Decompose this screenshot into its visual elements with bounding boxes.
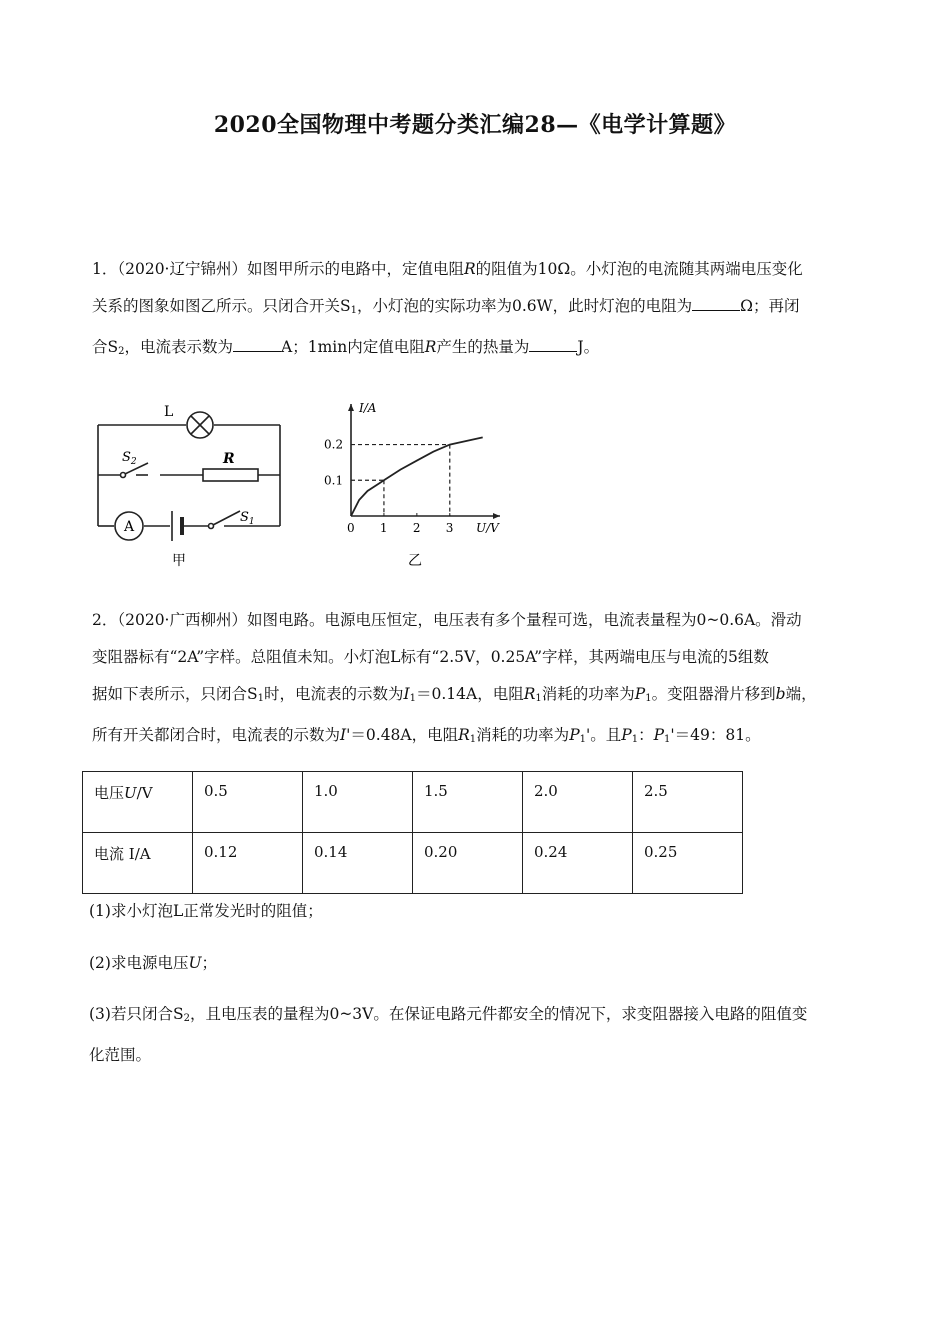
table-row	[83, 833, 743, 894]
sub-question-3: (3)若只闭合$S_2$，且电压表的量程为0~3V。在保证电路元件都安全的情况下，求变阻器接入电路的阻值变 化范围。	[89, 1005, 808, 1064]
chart-caption: 乙	[408, 553, 422, 569]
resistor-label: R	[223, 451, 235, 467]
table-cell: 0.20	[413, 833, 523, 894]
x-axis-arrow	[493, 513, 500, 519]
y-axis-arrow	[348, 404, 354, 411]
question-2: 2．（2020·广西柳州）如图电路。电源电压恒定，电压表有多个量程可选，电流表量程为0~0.6A。滑动 变阻器标有“2A”字样。总阻值未知。小灯泡L标有“2.5V，0.25A”字样，其两端电压与电流的5组数 据如下表所示，只闭合$S_1$时，电流表的示数为$I_1=0.14A$，电阻$R_1$消耗的功率为$P_1$。变阻器滑片移到b端， 所有开关都闭合时，电流表的示数为I'＝0.48A，电阻$R_1$消耗的功率为$P_1'$。且$P_1$：$P_1'=49$：81。	[92, 611, 817, 745]
answer-blank	[692, 296, 740, 311]
x-tick-label: 2	[412, 521, 421, 535]
y-axis-label: I/A	[359, 401, 377, 415]
table-cell: 2.5	[633, 772, 743, 833]
table-cell: 0.14	[303, 833, 413, 894]
sub-question-1: (1)求小灯泡L正常发光时的阻值；	[89, 902, 323, 920]
circuit-diagram	[88, 393, 298, 578]
battery-symbol	[172, 511, 182, 541]
x-axis-label: U/V	[476, 521, 499, 535]
table-cell: 0.5	[193, 772, 303, 833]
ammeter-symbol	[115, 512, 143, 540]
iu-chart	[318, 393, 508, 578]
lamp-label: L	[164, 404, 174, 420]
page-title: 2020全国物理中考题分类汇编28—《电学计算题》	[213, 112, 737, 138]
x-tick-label: 1	[379, 521, 388, 535]
data-table	[82, 771, 743, 894]
y-tick-label: 0.2	[324, 437, 344, 452]
switch-s2-label: $S_2$	[122, 450, 137, 467]
question-1: 1．（2020·辽宁锦州）如图甲所示的电路中，定值电阻R的阻值为10Ω。小灯泡的电流随其两端电压变化 关系的图象如图乙所示。只闭合开关$S_1$，小灯泡的实际功率为0.6W，此时灯泡的电阻为 Ω；再闭 合$S_2$，电流表示数为 A；1min内定值电阻R产生的热量为 J。	[92, 260, 803, 357]
table-row	[83, 772, 743, 833]
answer-blank	[529, 337, 577, 352]
lamp-symbol	[187, 412, 213, 438]
table-cell: 1.5	[413, 772, 523, 833]
x-tick-label: 0	[347, 521, 355, 535]
table-cell: 1.0	[303, 772, 413, 833]
switch-s1-label: $S_1$	[240, 510, 255, 527]
iu-curve	[351, 437, 483, 516]
table-cell: 0.25	[633, 833, 743, 894]
y-tick-label: 0.1	[324, 473, 344, 488]
resistor-symbol	[203, 469, 258, 481]
table-cell: 电流 I/A	[83, 833, 193, 894]
sub-question-2: (2)求电源电压U；	[89, 954, 218, 972]
sub-questions	[89, 893, 879, 930]
table-cell: 电压U/V	[83, 772, 193, 833]
answer-blank	[233, 337, 281, 352]
table-cell: 2.0	[523, 772, 633, 833]
table-cell: 0.24	[523, 833, 633, 894]
svg-text:A: A	[124, 519, 135, 535]
circuit-caption: 甲	[172, 553, 186, 569]
x-tick-label: 3	[445, 521, 454, 535]
table-cell: 0.12	[193, 833, 303, 894]
